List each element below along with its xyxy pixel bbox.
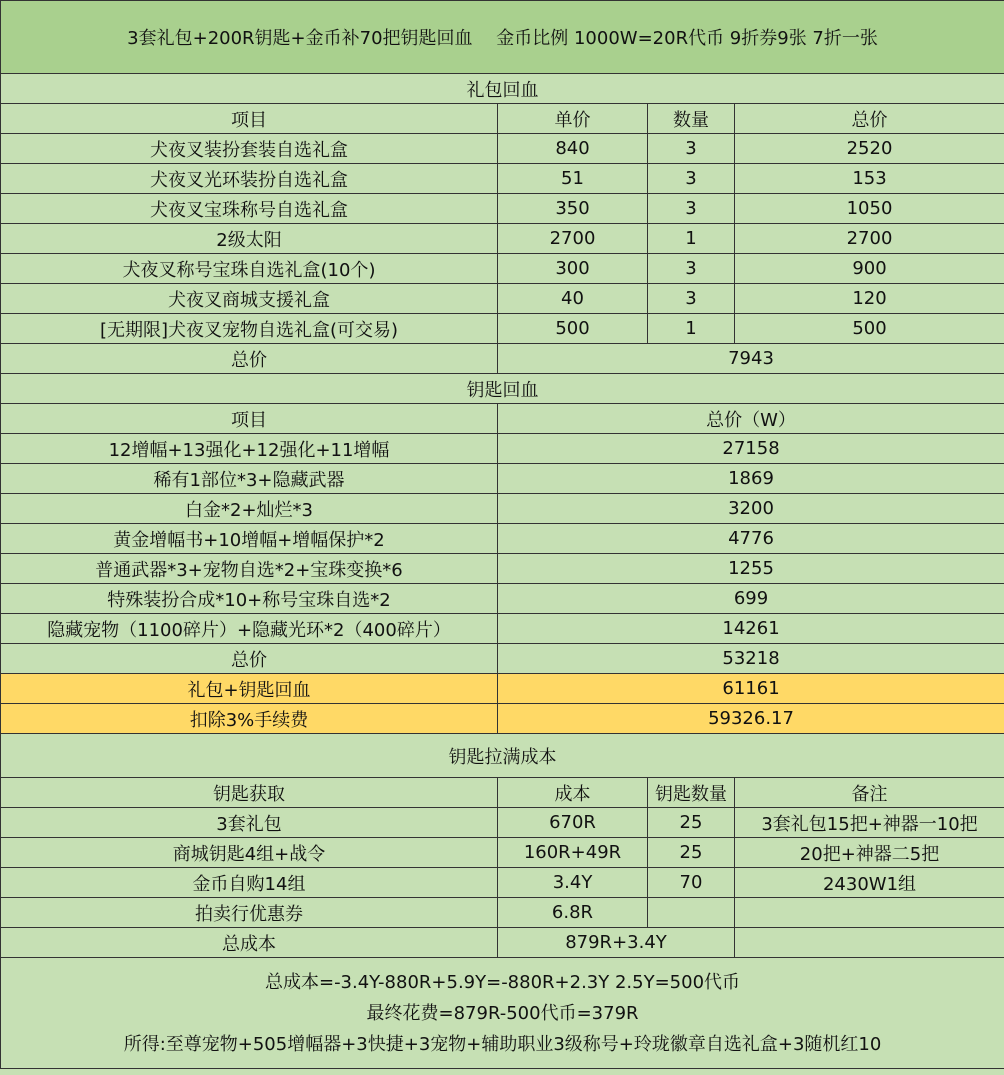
gift-header-item[interactable]: 项目	[1, 104, 498, 134]
key-header-row	[1, 404, 1004, 434]
summary-line-2: 最终花费=879R-500代币=379R	[366, 1002, 639, 1024]
summary-cell[interactable]	[1, 958, 1004, 1069]
gift-header-unit-price[interactable]: 单价	[498, 104, 648, 134]
gift-total-row	[1, 344, 1004, 374]
gift-header-quantity[interactable]: 数量	[648, 104, 735, 134]
gift-qty-cell[interactable]: 3	[648, 164, 735, 194]
gift-qty-cell[interactable]: 3	[648, 284, 735, 314]
cost-header-source[interactable]: 钥匙获取	[1, 778, 498, 808]
cost-cost-cell[interactable]: 6.8R	[498, 898, 648, 928]
gift-total-cell[interactable]: 120	[735, 284, 1004, 314]
gift-item-cell[interactable]: 犬夜叉称号宝珠自选礼盒(10个)	[1, 254, 498, 284]
cost-section-title[interactable]: 钥匙拉满成本	[1, 734, 1004, 778]
gift-total-cell[interactable]: 500	[735, 314, 1004, 344]
gift-item-cell[interactable]: 2级太阳	[1, 224, 498, 254]
gift-qty-cell[interactable]: 3	[648, 254, 735, 284]
key-value-cell[interactable]: 1255	[498, 554, 1004, 584]
cost-source-cell[interactable]: 金币自购14组	[1, 868, 498, 898]
cost-row	[1, 808, 1004, 838]
cost-note-cell[interactable]: 20把+神器二5把	[735, 838, 1004, 868]
key-row	[1, 464, 1004, 494]
gift-row	[1, 194, 1004, 224]
gift-row	[1, 164, 1004, 194]
gift-row	[1, 224, 1004, 254]
cost-row	[1, 868, 1004, 898]
gift-item-cell[interactable]: 犬夜叉装扮套装自选礼盒	[1, 134, 498, 164]
key-section-title[interactable]: 钥匙回血	[1, 374, 1004, 404]
gift-row	[1, 254, 1004, 284]
fee-value[interactable]: 59326.17	[498, 704, 1004, 734]
cost-row	[1, 898, 1004, 928]
key-value-cell[interactable]: 14261	[498, 614, 1004, 644]
gift-header-row	[1, 104, 1004, 134]
sheet-title[interactable]: 3套礼包+200R钥匙+金币补70把钥匙回血 金币比例 1000W=20R代币 9折券9张 7折一张	[1, 1, 1004, 74]
gift-total-cell[interactable]: 900	[735, 254, 1004, 284]
key-item-cell[interactable]: 稀有1部位*3+隐藏武器	[1, 464, 498, 494]
gift-total-cell[interactable]: 153	[735, 164, 1004, 194]
key-row	[1, 554, 1004, 584]
cost-total-empty[interactable]	[735, 928, 1004, 958]
cost-note-cell[interactable]	[735, 898, 1004, 928]
cost-source-cell[interactable]: 3套礼包	[1, 808, 498, 838]
fee-label[interactable]: 扣除3%手续费	[1, 704, 498, 734]
gift-item-cell[interactable]: 犬夜叉商城支援礼盒	[1, 284, 498, 314]
gift-price-cell[interactable]: 350	[498, 194, 648, 224]
cost-cost-cell[interactable]: 670R	[498, 808, 648, 838]
gift-total-cell[interactable]: 2520	[735, 134, 1004, 164]
gift-price-cell[interactable]: 500	[498, 314, 648, 344]
fee-row	[1, 704, 1004, 734]
cost-row	[1, 838, 1004, 868]
gift-qty-cell[interactable]: 3	[648, 194, 735, 224]
gift-section-title[interactable]: 礼包回血	[1, 74, 1004, 104]
gift-item-cell[interactable]: [无期限]犬夜叉宠物自选礼盒(可交易)	[1, 314, 498, 344]
key-row	[1, 584, 1004, 614]
cost-note-cell[interactable]: 2430W1组	[735, 868, 1004, 898]
gift-total-cell[interactable]: 1050	[735, 194, 1004, 224]
key-value-cell[interactable]: 4776	[498, 524, 1004, 554]
key-item-cell[interactable]: 黄金增幅书+10增幅+增幅保护*2	[1, 524, 498, 554]
gift-price-cell[interactable]: 840	[498, 134, 648, 164]
gift-qty-cell[interactable]: 3	[648, 134, 735, 164]
gift-row	[1, 314, 1004, 344]
gift-row	[1, 134, 1004, 164]
gift-price-cell[interactable]: 2700	[498, 224, 648, 254]
cost-source-cell[interactable]: 商城钥匙4组+战令	[1, 838, 498, 868]
key-row	[1, 524, 1004, 554]
key-item-cell[interactable]: 普通武器*3+宠物自选*2+宝珠变换*6	[1, 554, 498, 584]
key-row	[1, 494, 1004, 524]
gift-total-label[interactable]: 总价	[1, 344, 498, 374]
key-header-item[interactable]: 项目	[1, 404, 498, 434]
cost-source-cell[interactable]: 拍卖行优惠券	[1, 898, 498, 928]
key-total-row	[1, 644, 1004, 674]
cost-total-label[interactable]: 总成本	[1, 928, 498, 958]
gift-row	[1, 284, 1004, 314]
gift-qty-cell[interactable]: 1	[648, 314, 735, 344]
cost-total-row	[1, 928, 1004, 958]
gift-total-value[interactable]: 7943	[498, 344, 1004, 374]
key-total-label[interactable]: 总价	[1, 644, 498, 674]
gift-total-cell[interactable]: 2700	[735, 224, 1004, 254]
key-item-cell[interactable]: 12增幅+13强化+12强化+11增幅	[1, 434, 498, 464]
gift-price-cell[interactable]: 300	[498, 254, 648, 284]
cost-header-note[interactable]: 备注	[735, 778, 1004, 808]
gift-price-cell[interactable]: 40	[498, 284, 648, 314]
combined-label[interactable]: 礼包+钥匙回血	[1, 674, 498, 704]
cost-count-cell[interactable]	[648, 898, 735, 928]
key-total-value[interactable]: 53218	[498, 644, 1004, 674]
key-row	[1, 614, 1004, 644]
cost-header-row	[1, 778, 1004, 808]
key-value-cell[interactable]: 1869	[498, 464, 1004, 494]
cost-header-key-count[interactable]: 钥匙数量	[648, 778, 735, 808]
cost-cost-cell[interactable]: 3.4Y	[498, 868, 648, 898]
key-item-cell[interactable]: 特殊装扮合成*10+称号宝珠自选*2	[1, 584, 498, 614]
cost-count-cell[interactable]: 25	[648, 838, 735, 868]
key-value-cell[interactable]: 699	[498, 584, 1004, 614]
gift-price-cell[interactable]: 51	[498, 164, 648, 194]
cost-header-cost[interactable]: 成本	[498, 778, 648, 808]
cost-cost-cell[interactable]: 160R+49R	[498, 838, 648, 868]
summary-line-1: 总成本=-3.4Y-880R+5.9Y=-880R+2.3Y 2.5Y=500代币	[264, 971, 741, 993]
gift-item-cell[interactable]: 犬夜叉光环装扮自选礼盒	[1, 164, 498, 194]
gift-header-total[interactable]: 总价	[735, 104, 1004, 134]
cost-total-value[interactable]: 879R+3.4Y	[498, 928, 735, 958]
cost-note-cell[interactable]: 3套礼包15把+神器一10把	[735, 808, 1004, 838]
key-item-cell[interactable]: 白金*2+灿烂*3	[1, 494, 498, 524]
cost-count-cell[interactable]: 70	[648, 868, 735, 898]
gift-qty-cell[interactable]: 1	[648, 224, 735, 254]
key-row	[1, 434, 1004, 464]
cost-count-cell[interactable]: 25	[648, 808, 735, 838]
key-value-cell[interactable]: 3200	[498, 494, 1004, 524]
combined-value[interactable]: 61161	[498, 674, 1004, 704]
summary-line-3: 所得:至尊宠物+505增幅器+3快捷+3宠物+辅助职业3级称号+玲珑徽章自选礼盒+3随机红10	[123, 1033, 882, 1055]
key-value-cell[interactable]: 27158	[498, 434, 1004, 464]
key-header-total[interactable]: 总价（W）	[498, 404, 1004, 434]
gift-item-cell[interactable]: 犬夜叉宝珠称号自选礼盒	[1, 194, 498, 224]
key-item-cell[interactable]: 隐藏宠物（1100碎片）+隐藏光环*2（400碎片）	[1, 614, 498, 644]
combined-row	[1, 674, 1004, 704]
